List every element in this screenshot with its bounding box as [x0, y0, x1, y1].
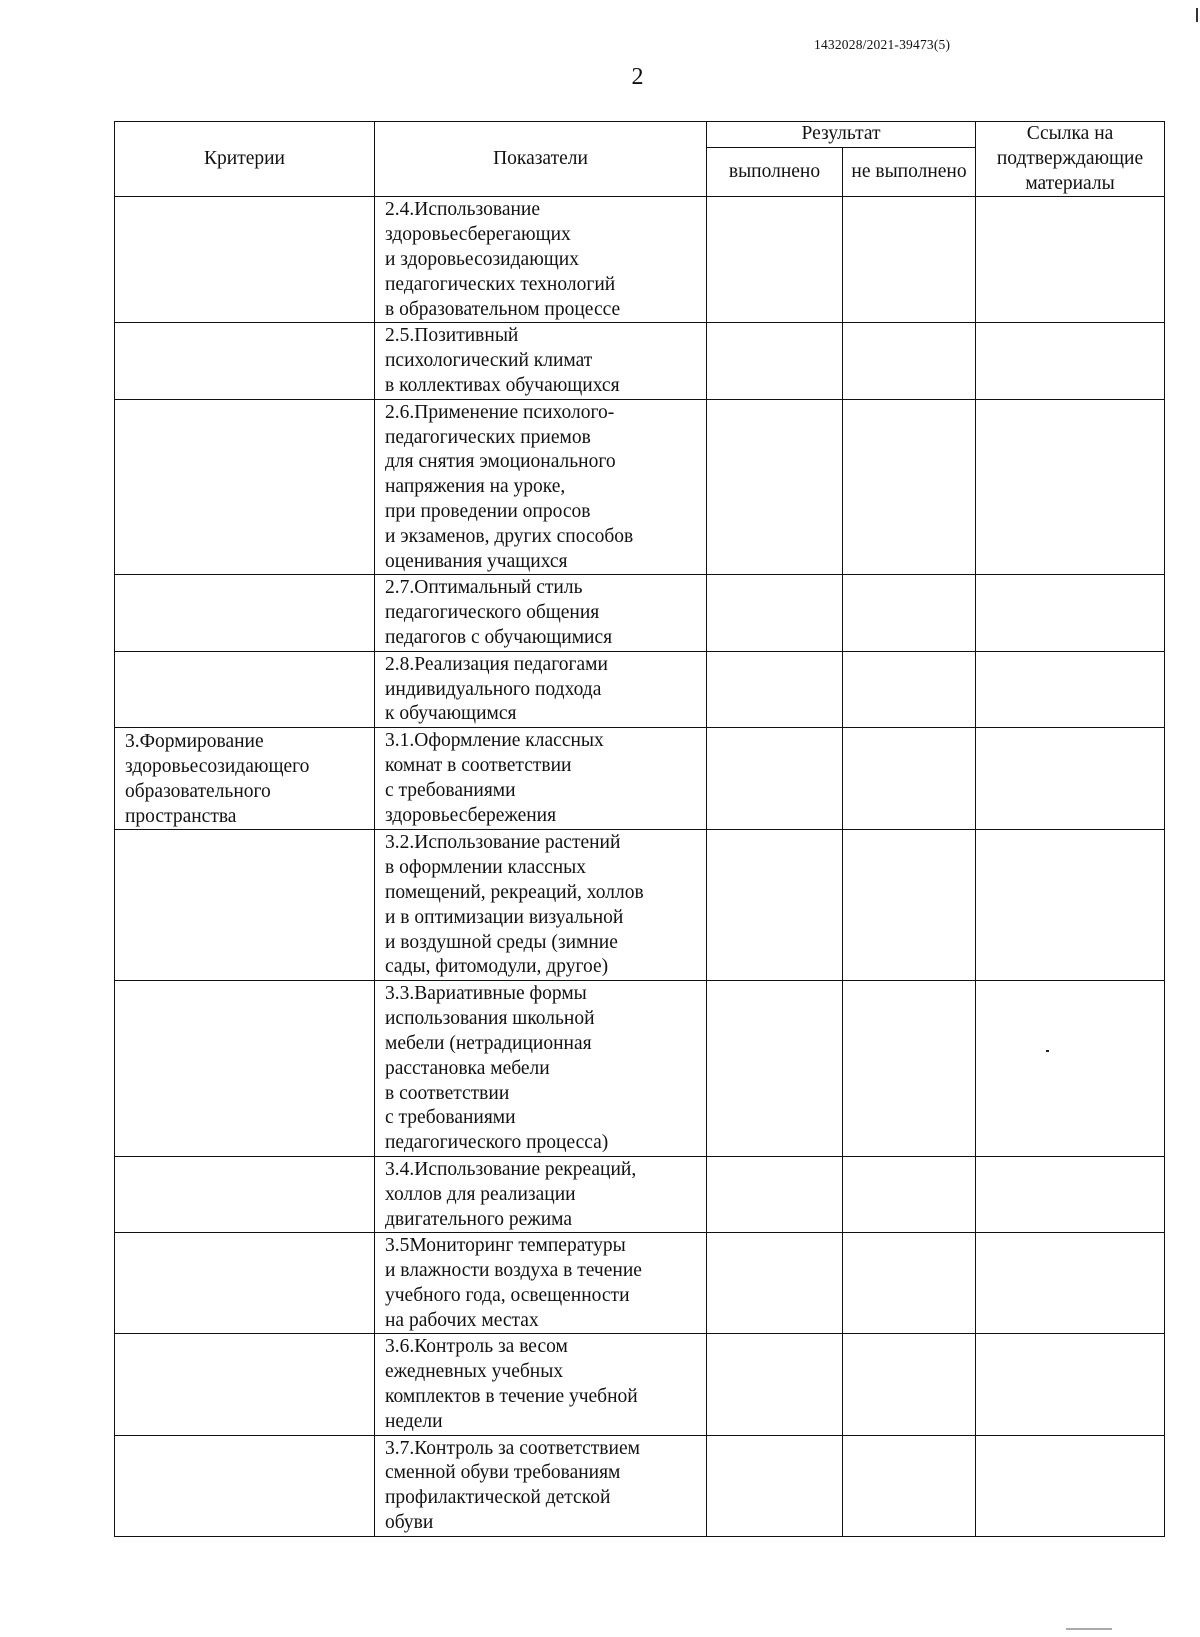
indicator-cell: 3.5Мониторинг температуры и влажности воздуха в течение учебного года, освещенности на рабочих местах — [375, 1233, 707, 1334]
table-row — [115, 197, 1165, 323]
reference-cell[interactable] — [976, 981, 1165, 1157]
indicator-cell: 2.5.Позитивный психологический климат в коллективах обучающихся — [375, 323, 707, 399]
done-cell[interactable] — [707, 197, 843, 323]
reference-cell[interactable] — [976, 575, 1165, 651]
header-not-done: не выполнено — [843, 148, 976, 197]
not-done-cell[interactable] — [843, 830, 976, 981]
reference-cell[interactable] — [976, 830, 1165, 981]
scan-corner-mark — [1066, 1628, 1112, 1630]
criteria-table — [114, 121, 1165, 1537]
table-row — [115, 728, 1165, 830]
criterion-cell — [115, 575, 375, 651]
table-row — [115, 1334, 1165, 1435]
reference-cell[interactable] — [976, 399, 1165, 575]
document-id: 1432028/2021-39473(5) — [814, 37, 951, 52]
not-done-cell[interactable] — [843, 399, 976, 575]
indicator-cell: 2.6.Применение психолого- педагогических приемов для снятия эмоционального напряжения на уроке, при проведении опросов и экзаменов, других способов оценивания учащихся — [375, 399, 707, 575]
reference-cell[interactable] — [976, 1334, 1165, 1435]
table-row — [115, 1435, 1165, 1536]
indicator-cell: 3.4.Использование рекреаций, холлов для реализации двигательного режима — [375, 1156, 707, 1232]
criterion-cell: 3.Формирование здоровьесозидающего образовательного пространства — [115, 728, 375, 830]
indicator-cell: 2.4.Использование здоровьесберегающих и здоровьесозидающих педагогических технологий в образовательном процессе — [375, 197, 707, 323]
table-row — [115, 399, 1165, 575]
done-cell[interactable] — [707, 323, 843, 399]
not-done-cell[interactable] — [843, 1435, 976, 1536]
table-row — [115, 651, 1165, 727]
done-cell[interactable] — [707, 399, 843, 575]
not-done-cell[interactable] — [843, 1156, 976, 1232]
indicator-cell: 3.2.Использование растений в оформлении классных помещений, рекреаций, холлов и в оптимизации визуальной и воздушной среды (зимние сады, фитомодули, другое) — [375, 830, 707, 981]
indicator-cell: 3.6.Контроль за весом ежедневных учебных комплектов в течение учебной недели — [375, 1334, 707, 1435]
scan-edge-mark — [1196, 8, 1198, 22]
header-done: выполнено — [707, 148, 843, 197]
not-done-cell[interactable] — [843, 981, 976, 1157]
done-cell[interactable] — [707, 728, 843, 830]
done-cell[interactable] — [707, 981, 843, 1157]
indicator-cell: 3.3.Вариативные формы использования школьной мебели (нетрадиционная расстановка мебели в соответствии с требованиями педагогического процесса) — [375, 981, 707, 1157]
header-result: Результат — [707, 122, 976, 148]
page-number: 2 — [631, 64, 644, 90]
reference-cell[interactable] — [976, 197, 1165, 323]
done-cell[interactable] — [707, 651, 843, 727]
criterion-cell — [115, 399, 375, 575]
criterion-cell — [115, 1435, 375, 1536]
criterion-cell — [115, 1233, 375, 1334]
reference-cell[interactable] — [976, 1233, 1165, 1334]
table-row — [115, 981, 1165, 1157]
table-row — [115, 575, 1165, 651]
table-row — [115, 323, 1165, 399]
done-cell[interactable] — [707, 1334, 843, 1435]
done-cell[interactable] — [707, 1233, 843, 1334]
table-row — [115, 1156, 1165, 1232]
criterion-cell — [115, 981, 375, 1157]
criterion-cell — [115, 1334, 375, 1435]
header-reference: Ссылка на подтверждающие материалы — [976, 122, 1165, 197]
done-cell[interactable] — [707, 1156, 843, 1232]
header-indicators: Показатели — [375, 122, 707, 197]
indicator-cell: 3.1.Оформление классных комнат в соответствии с требованиями здоровьесбережения — [375, 728, 707, 830]
criterion-cell — [115, 830, 375, 981]
indicator-cell: 3.7.Контроль за соответствием сменной обуви требованиям профилактической детской обуви — [375, 1435, 707, 1536]
reference-cell[interactable] — [976, 1156, 1165, 1232]
criterion-cell — [115, 197, 375, 323]
scan-speck — [1046, 1050, 1049, 1052]
not-done-cell[interactable] — [843, 1233, 976, 1334]
not-done-cell[interactable] — [843, 1334, 976, 1435]
criterion-cell — [115, 651, 375, 727]
table-row — [115, 1233, 1165, 1334]
indicator-cell: 2.8.Реализация педагогами индивидуального подхода к обучающимся — [375, 651, 707, 727]
reference-cell[interactable] — [976, 323, 1165, 399]
not-done-cell[interactable] — [843, 728, 976, 830]
criterion-cell — [115, 323, 375, 399]
not-done-cell[interactable] — [843, 575, 976, 651]
not-done-cell[interactable] — [843, 197, 976, 323]
table-row — [115, 830, 1165, 981]
header-criteria: Критерии — [115, 122, 375, 197]
criterion-cell — [115, 1156, 375, 1232]
not-done-cell[interactable] — [843, 651, 976, 727]
not-done-cell[interactable] — [843, 323, 976, 399]
done-cell[interactable] — [707, 575, 843, 651]
reference-cell[interactable] — [976, 1435, 1165, 1536]
done-cell[interactable] — [707, 1435, 843, 1536]
reference-cell[interactable] — [976, 728, 1165, 830]
indicator-cell: 2.7.Оптимальный стиль педагогического общения педагогов с обучающимися — [375, 575, 707, 651]
reference-cell[interactable] — [976, 651, 1165, 727]
done-cell[interactable] — [707, 830, 843, 981]
